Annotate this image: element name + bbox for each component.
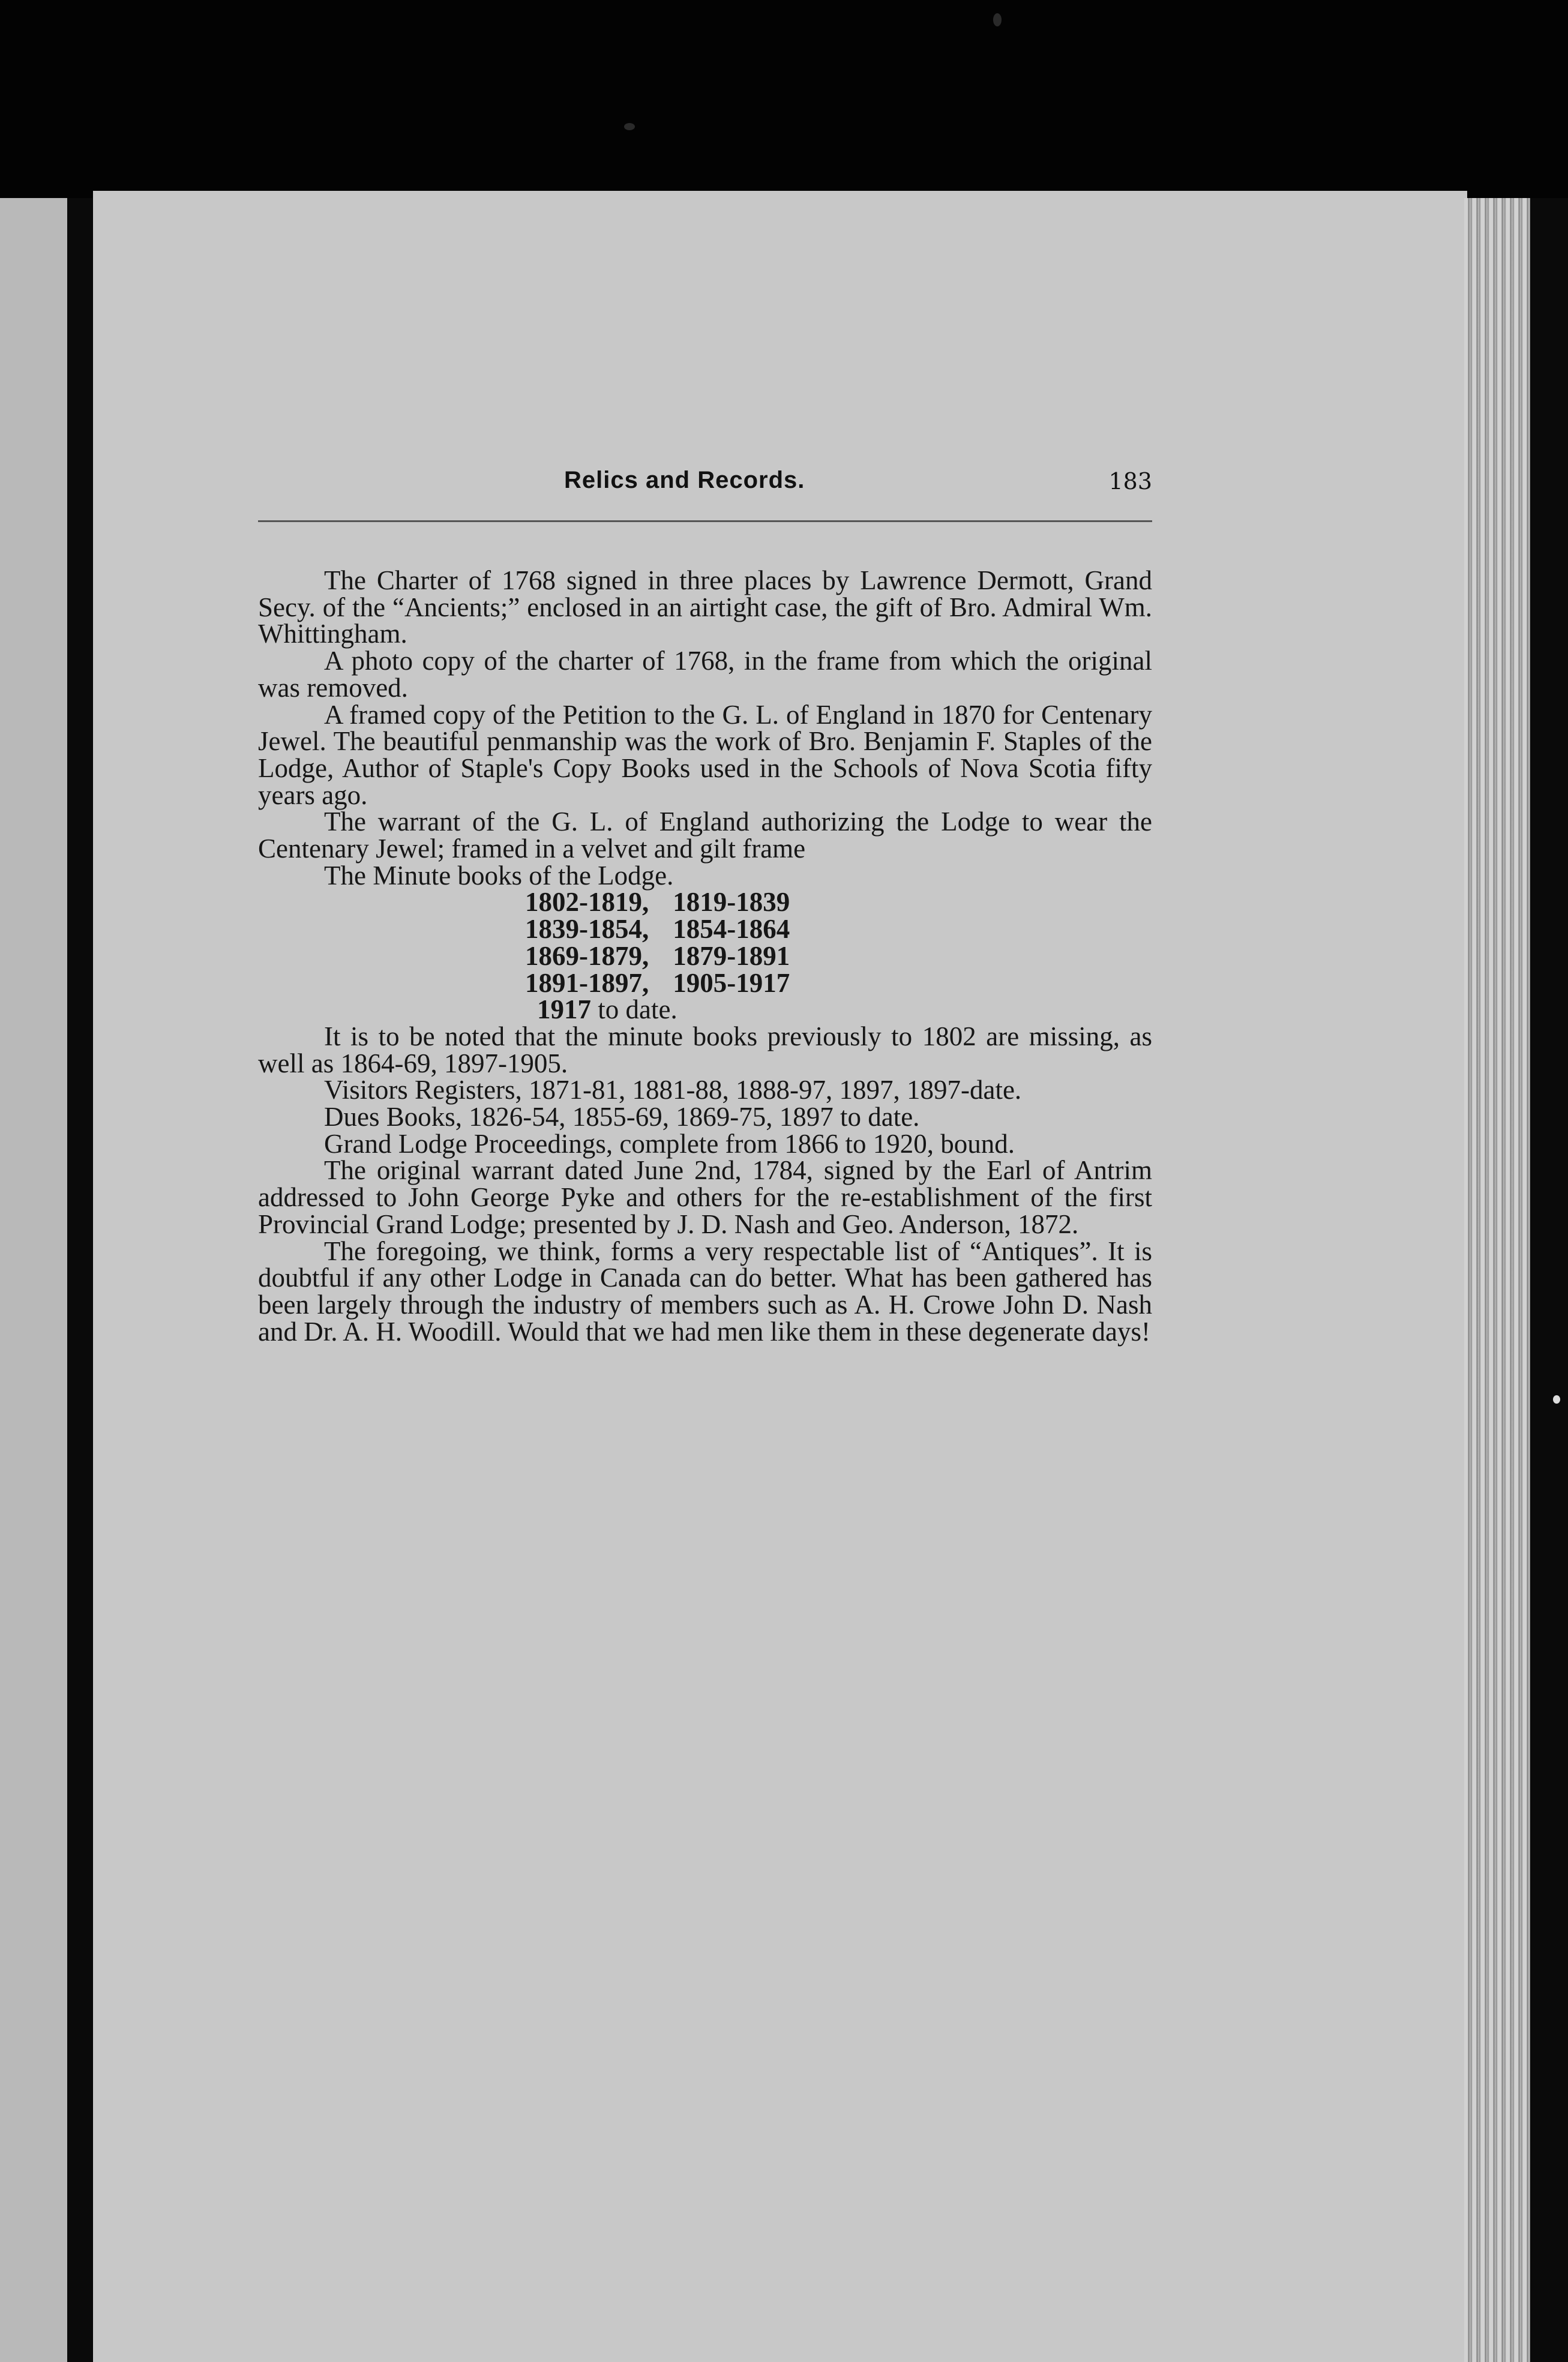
- table-row: [525, 916, 814, 943]
- table-cell: 1905-1917: [673, 967, 790, 998]
- paragraph-photo-copy: A photo copy of the charter of 1768, in the frame from which the original was removed.: [258, 646, 1152, 703]
- paragraph-missing-books: It is to be noted that the minute books previously to 1802 are missing, as well as 1864-69, 1897-1905.: [258, 1021, 1152, 1078]
- page-number: 183: [1108, 468, 1152, 494]
- scan-speck: [624, 123, 635, 130]
- table-cell: 1891-1897,: [525, 967, 649, 998]
- page-stack-edges: [1464, 198, 1530, 2362]
- table-row: [525, 970, 814, 997]
- minute-books-tail: [537, 996, 1152, 1023]
- scan-speck: [993, 13, 1002, 26]
- table-cell: 1819-1839: [673, 887, 790, 918]
- body-text: [258, 567, 1152, 1345]
- minute-books-table: [525, 889, 814, 996]
- table-cell: 1802-1819,: [525, 887, 649, 918]
- table-row: [525, 943, 814, 970]
- paragraph-original-warrant: The original warrant dated June 2nd, 1784, signed by the Earl of Antrim addressed to John George Pyke and others for the re-establishment of the first Provincial Grand Lodge; presented by J. D. Nash and Geo. Anderson, 1872.: [258, 1155, 1152, 1239]
- table-cell: 1879-1891: [673, 940, 790, 971]
- table-cell: 1854-1864: [673, 914, 790, 945]
- page-header: [258, 467, 1152, 515]
- right-shadow: [1530, 198, 1568, 2362]
- paragraph-foregoing: The foregoing, we think, forms a very respectable list of “Antiques”. It is doubtful if any other Lodge in Canada can do better. What has been gathered has been largely through the industry of members such as A. H. Crowe John D. Nash and Dr. A. H. Woodill. Would that we had men like them in these degenerate days!: [258, 1236, 1152, 1347]
- table-row: [525, 889, 814, 916]
- minute-books-tail-rest: to date.: [598, 994, 677, 1025]
- paragraph-charter: The Charter of 1768 signed in three places by Lawrence Dermott, Grand Secy. of the “Ancients;” enclosed in an airtight case, the gift of Bro. Admiral Wm. Whittingham.: [258, 565, 1152, 649]
- paragraph-dues-books: Dues Books, 1826-54, 1855-69, 1869-75, 1897 to date.: [324, 1102, 920, 1132]
- running-head: Relics and Records.: [564, 467, 805, 493]
- paragraph-minute-books: The Minute books of the Lodge.: [324, 860, 674, 891]
- paragraph-grand-lodge-proceedings: Grand Lodge Proceedings, complete from 1866 to 1920, bound.: [324, 1128, 1015, 1159]
- scan-speck: [1553, 1395, 1560, 1404]
- paragraph-visitors-registers: Visitors Registers, 1871-81, 1881-88, 1888-97, 1897, 1897-date.: [324, 1075, 1022, 1105]
- header-rule: [258, 520, 1152, 522]
- table-cell: 1839-1854,: [525, 914, 649, 945]
- paragraph-petition: A framed copy of the Petition to the G. L. of England in 1870 for Centenary Jewel. The beautiful penmanship was the work of Bro. Benjamin F. Staples of the Lodge, Author of Staple's Copy Books used in the Schools of Nova Scotia fifty years ago.: [258, 699, 1152, 810]
- table-cell: 1869-1879,: [525, 940, 649, 971]
- minute-books-tail-year: 1917: [537, 994, 591, 1025]
- book-gutter: [67, 198, 92, 2362]
- left-page-edge: [0, 198, 75, 2362]
- paragraph-warrant: The warrant of the G. L. of England authorizing the Lodge to wear the Centenary Jewel; framed in a velvet and gilt frame: [258, 807, 1152, 864]
